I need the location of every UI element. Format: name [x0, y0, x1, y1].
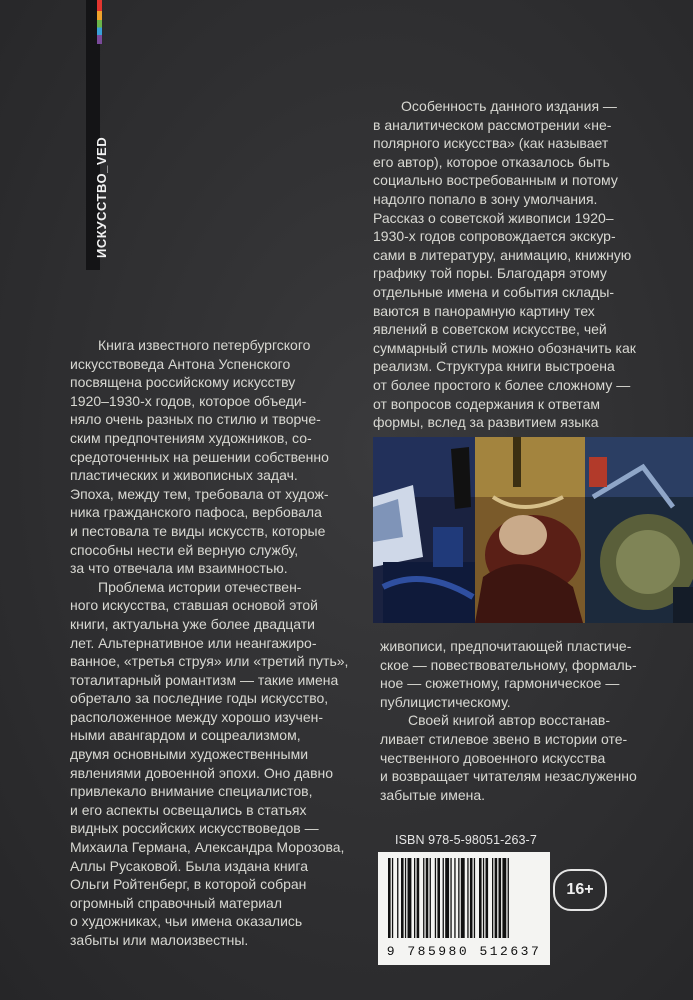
- text-line: посвящена российскому искусству: [70, 374, 296, 391]
- text-line: тоталитарный романтизм — такие имена: [70, 671, 339, 688]
- text-line: формы, вслед за развитием языка: [373, 414, 599, 431]
- text-line: 1920–1930-х годов, которое объеди-: [70, 392, 307, 409]
- text-line: забыты или малоизвестны.: [70, 932, 249, 948]
- text-line: ское — повествовательному, формаль-: [380, 656, 637, 673]
- barcode-bar: [479, 858, 482, 938]
- color-strip-logo: [97, 0, 102, 44]
- text-line: способны нести ей верную службу,: [70, 541, 299, 558]
- text-line: средоточенных на решении собственно: [70, 448, 329, 465]
- text-line: полярного искусства» (как называет: [373, 135, 609, 152]
- text-line: о художниках, чьи имена оказались: [70, 913, 303, 930]
- text-line: Ольги Ройтенберг, в которой собран: [70, 876, 307, 893]
- barcode-bar: [430, 858, 431, 938]
- barcode-bar: [437, 858, 440, 938]
- barcode-bar: [502, 858, 506, 938]
- text-line: расположенное между хорошо изучен-: [70, 708, 324, 725]
- text-line: искусствоведа Антона Успенского: [70, 355, 291, 372]
- text-line: Эпоха, между тем, требовала от худож-: [70, 485, 329, 502]
- barcode-bars: [378, 852, 550, 940]
- text-line: ванное, «третья струя» или «третий путь»,: [70, 653, 349, 670]
- text-line: в аналитическом рассмотрении «не-: [373, 116, 612, 133]
- text-line: явлениями довоенной эпохи. Оно давно: [70, 764, 334, 781]
- barcode-bar: [461, 858, 465, 938]
- age-rating-badge: 16+: [553, 869, 607, 911]
- text-line: ским предпочтениям художников, со-: [70, 429, 312, 446]
- text-line: публицистическому.: [380, 693, 511, 710]
- text-line: ника гражданского пафоса, вербовала: [70, 504, 322, 521]
- barcode-bar: [443, 858, 444, 938]
- barcode-bar: [508, 858, 509, 938]
- barcode-bar: [405, 858, 406, 938]
- barcode-bar: [499, 858, 502, 938]
- text-line: лет. Альтернативное или неангажиро-: [70, 634, 317, 651]
- text-line: и его аспекты освещались в статьях: [70, 801, 307, 818]
- text-line: обретало за последние годы искусство,: [70, 690, 329, 707]
- barcode-bar: [450, 858, 451, 938]
- text-line: книги, актуальна уже более двадцати: [70, 615, 315, 632]
- barcode-bar: [426, 858, 429, 938]
- text-line: Проблема истории отечествен-: [98, 578, 302, 595]
- text-line: ного искусства, ставшая основой этой: [70, 597, 318, 614]
- text-line: его автор), которое отказалось быть: [373, 153, 610, 170]
- text-line: ными авангардом и соцреализмом,: [70, 727, 301, 744]
- text-line: ливает стилевое звено в истории оте-: [380, 730, 628, 747]
- text-line: явлений в советском искусстве, чей: [373, 321, 607, 338]
- text-line: Особенность данного издания —: [401, 98, 617, 114]
- text-line: Книга известного петербургского: [98, 337, 311, 353]
- text-line: суммарный стиль можно обозначить как: [373, 339, 636, 356]
- text-line: графику той поры. Благодаря этому: [373, 265, 607, 282]
- text-line: видных российских искусствоведов —: [70, 820, 319, 837]
- barcode-bar: [495, 858, 498, 938]
- text-line: Аллы Русаковой. Была издана книга: [70, 857, 308, 874]
- cover-artwork: [373, 437, 693, 623]
- text-line: привлекало внимание специалистов,: [70, 783, 313, 800]
- barcode-bar: [408, 858, 412, 938]
- barcode-bar: [388, 858, 391, 938]
- barcode-bar: [435, 858, 436, 938]
- text-line: надолго попало в зону умолчания.: [373, 190, 598, 207]
- barcode-bar: [392, 858, 393, 938]
- barcode-bar: [458, 858, 459, 938]
- right-bottom-text: [380, 637, 640, 804]
- barcode-bar: [492, 858, 493, 938]
- series-label: ИСКУССТВО_VED: [94, 136, 109, 258]
- left-text: [70, 336, 370, 950]
- barcode-bar: [454, 858, 455, 938]
- text-line: отдельные имена и события склады-: [373, 283, 615, 300]
- isbn: ISBN 978-5-98051-263-7: [395, 833, 537, 847]
- barcode-bar: [470, 858, 473, 938]
- artwork-illustration: [373, 437, 693, 623]
- text-line: ное — сюжетному, гармоническое —: [380, 675, 620, 692]
- barcode-bar: [486, 858, 489, 938]
- text-line: живописи, предпочитающей пластиче-: [380, 638, 632, 654]
- text-line: Михаила Германа, Александра Морозова,: [70, 839, 345, 856]
- text-line: забытые имена.: [380, 786, 486, 803]
- barcode-bar: [474, 858, 475, 938]
- barcode-number: 9 785980 512637: [378, 939, 550, 965]
- text-line: двумя основными художественными: [70, 746, 309, 763]
- text-line: няло очень разных по стилю и творче-: [70, 411, 321, 428]
- barcode-bar: [414, 858, 415, 938]
- text-line: огромный справочный материал: [70, 894, 283, 911]
- text-line: сами в литературу, анимацию, книжную: [373, 246, 632, 263]
- barcode-bar: [417, 858, 420, 938]
- barcode-bar: [467, 858, 468, 938]
- text-line: 1930-х годов сопровождается экскур-: [373, 228, 616, 245]
- text-line: чественного довоенного искусства: [380, 749, 606, 766]
- barcode-bar: [445, 858, 449, 938]
- text-line: ваются в панорамную картину тех: [373, 302, 595, 319]
- text-line: за что отвечала им взаимностью.: [70, 560, 288, 577]
- barcode-bar: [397, 858, 398, 938]
- text-line: Своей книгой автор восстанав-: [408, 712, 611, 729]
- barcode-bar: [483, 858, 484, 938]
- text-line: социально востребованным и потому: [373, 172, 618, 189]
- text-line: реализм. Структура книги выстроена: [373, 358, 615, 375]
- barcode-bar: [423, 858, 424, 938]
- text-line: Рассказ о советской живописи 1920–: [373, 209, 614, 226]
- text-line: от вопросов содержания к ответам: [373, 395, 600, 412]
- barcode-bar: [401, 858, 404, 938]
- text-line: от более простого к более сложному —: [373, 376, 631, 393]
- text-line: пластических и живописных задач.: [70, 467, 298, 484]
- text-line: и возвращает читателям незаслуженно: [380, 768, 637, 785]
- right-top-text: [373, 97, 636, 432]
- text-line: и пестовала те виды искусств, которые: [70, 522, 326, 539]
